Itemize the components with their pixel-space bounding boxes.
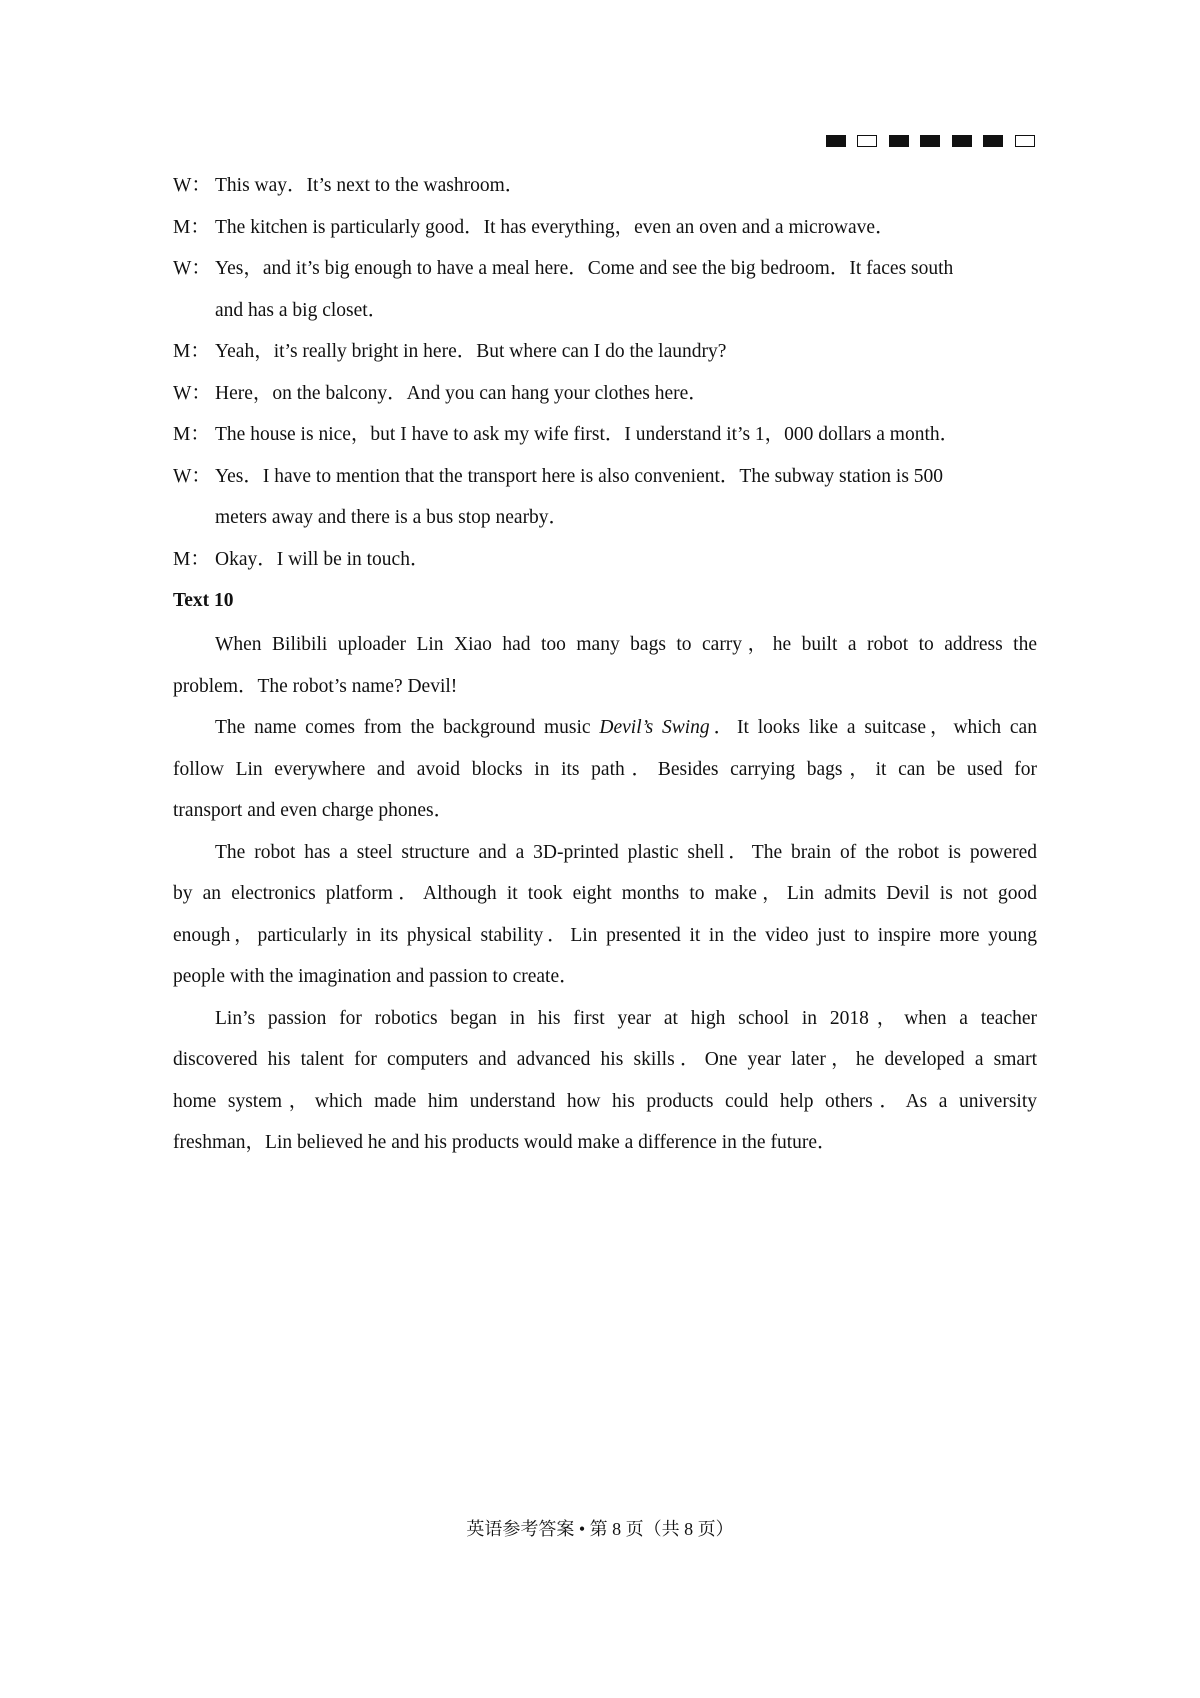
speaker-label: W： (173, 175, 211, 196)
section-heading: Text 10 (173, 590, 234, 611)
speaker-label: M： (173, 548, 210, 570)
text-run: The name comes from the background music (215, 717, 600, 738)
dialogue-text-continued: and has a big closet． (215, 299, 388, 321)
dialogue-text: The kitchen is particularly good．It has everything，even an oven and a microwave． (215, 216, 895, 238)
paragraph-line: When Bilibili uploader Lin Xiao had too many bags to carry，he built a robot to address the (215, 634, 1037, 655)
dialogue-text: Yes，and it’s big enough to have a meal here．Come and see the big bedroom．It faces south (215, 258, 954, 279)
page-content (173, 171, 1037, 1164)
dialogue-line (173, 171, 1037, 213)
paragraph-line: enough，particularly in its physical stability．Lin presented it in the video just to inspire more young (173, 924, 1037, 946)
paragraph (173, 832, 1037, 998)
paragraph-line: people with the imagination and passion to create． (173, 966, 579, 987)
speaker-label: M： (173, 424, 210, 445)
dialogue-line (173, 462, 1037, 504)
header-mark (920, 135, 940, 147)
speaker-label: M： (173, 216, 210, 238)
text-run: ．It looks like a suitcase，which can (709, 717, 1037, 738)
dialogue-text: Yes．I have to mention that the transport here is also convenient．The subway station is 500 (215, 465, 944, 487)
dialogue-text: Yeah，it’s really bright in here．But where can I do the laundry? (215, 341, 727, 362)
dialogue-text: This way．It’s next to the washroom． (215, 175, 525, 196)
dialogue-text: Okay．I will be in touch． (215, 548, 430, 570)
dialogue-line (173, 254, 1037, 296)
paragraph-line: home system，which made him understand how his products could help others．As a university (173, 1090, 1037, 1112)
dialogue-line (173, 337, 1037, 379)
dialogue-text: The house is nice，but I have to ask my wife first．I understand it’s 1，000 dollars a month． (215, 424, 960, 445)
song-title: Devil’s Swing (599, 717, 710, 738)
dialogue-line (173, 420, 1037, 462)
paragraph-line: by an electronics platform．Although it took eight months to make，Lin admits Devil is not good (173, 883, 1037, 904)
header-mark (952, 135, 972, 147)
paragraph-line: freshman，Lin believed he and his products would make a difference in the future． (173, 1132, 837, 1153)
dialogue-line (173, 213, 1037, 255)
speaker-label: W： (173, 382, 211, 404)
paragraph (173, 998, 1037, 1164)
paragraph-line (173, 707, 1037, 749)
paragraph (173, 624, 1037, 707)
header-mark (826, 135, 846, 147)
dialogue-line (173, 545, 1037, 587)
paragraph-line: The robot has a steel structure and a 3D-printed plastic shell．The brain of the robot is powered (215, 841, 1037, 863)
header-mark (1015, 135, 1035, 147)
page-footer: 英语参考答案 • 第 8 页（共 8 页） (466, 1519, 734, 1539)
speaker-label: W： (173, 465, 211, 487)
paragraph-line: problem．The robot’s name? Devil! (173, 675, 458, 697)
speaker-label: M： (173, 341, 210, 362)
paragraph (173, 707, 1037, 832)
dialogue-line (173, 379, 1037, 421)
header-mark (889, 135, 909, 147)
header-mark (983, 135, 1003, 147)
paragraph-line: discovered his talent for computers and advanced his skills．One year later，he developed a smart (173, 1049, 1037, 1070)
header-mark (857, 135, 877, 147)
speaker-label: W： (173, 258, 211, 279)
dialogue-text: Here，on the balcony．And you can hang your clothes here． (215, 382, 708, 404)
paragraph-line: transport and even charge phones． (173, 800, 454, 821)
header-marks (826, 135, 1040, 149)
dialogue-text-continued: meters away and there is a bus stop nearby． (215, 507, 569, 528)
paragraph-line: follow Lin everywhere and avoid blocks in its path．Besides carrying bags，it can be used for (173, 758, 1037, 780)
paragraph-line: Lin’s passion for robotics began in his first year at high school in 2018，when a teacher (215, 1007, 1037, 1029)
